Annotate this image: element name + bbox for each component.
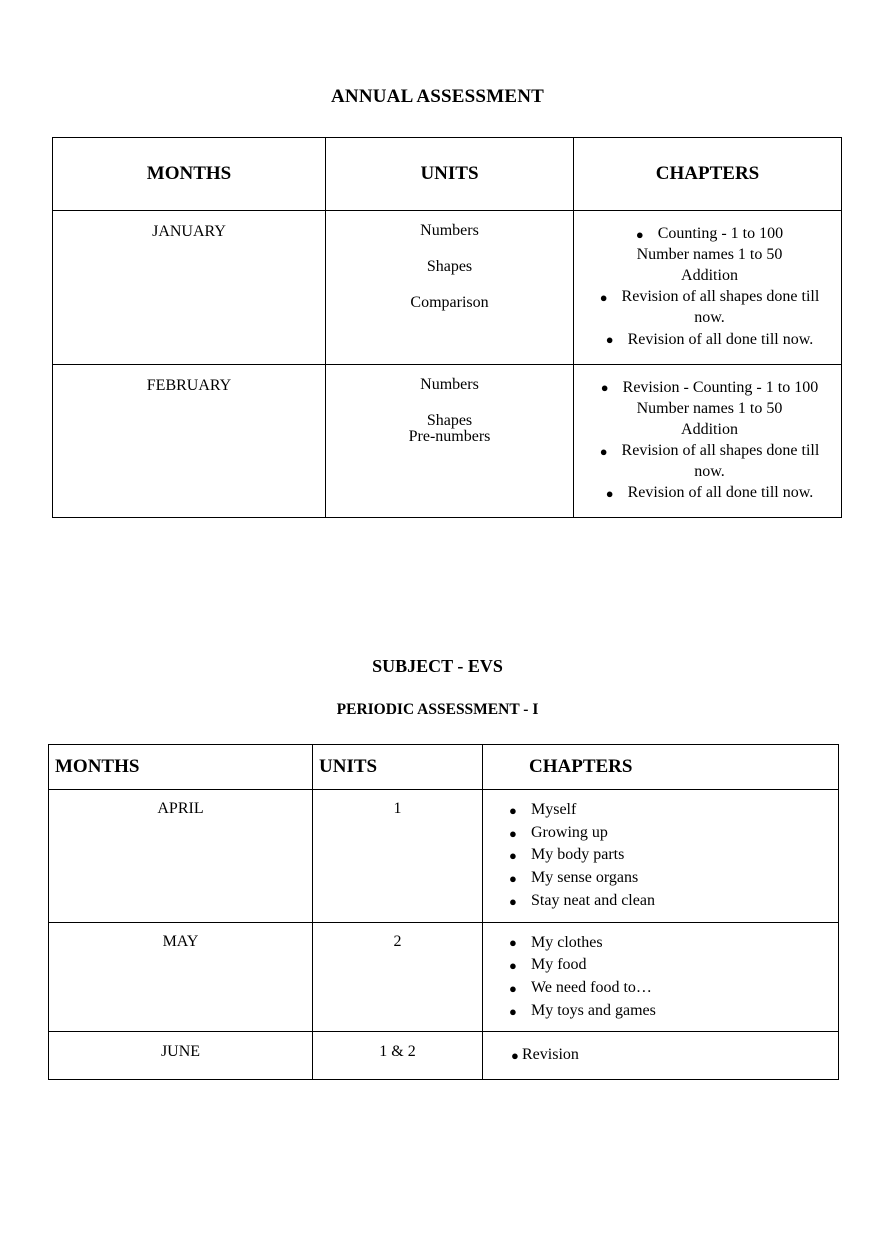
month-cell: APRIL bbox=[49, 790, 313, 923]
unit-item: Shapes bbox=[426, 411, 473, 429]
unit-item: Numbers bbox=[420, 222, 479, 239]
list-item-label: My sense organs bbox=[531, 869, 639, 887]
bullet-icon: ● bbox=[509, 1003, 517, 1019]
list-item-label: My body parts bbox=[531, 846, 625, 864]
list-item bbox=[509, 954, 834, 977]
list-item: Addition bbox=[681, 420, 738, 438]
column-header-chapters: CHAPTERS bbox=[483, 745, 839, 790]
unit-cell: 1 & 2 bbox=[313, 1032, 483, 1080]
list-item bbox=[584, 440, 835, 482]
list-item-label: Revision bbox=[522, 1046, 579, 1064]
list-item: Addition bbox=[681, 267, 738, 285]
list-item-label: We need food to… bbox=[531, 979, 652, 997]
bullet-icon: ● bbox=[599, 290, 608, 306]
bullet-icon: ● bbox=[509, 935, 517, 951]
list-item-label: Revision of all shapes done till now. bbox=[621, 288, 820, 327]
list-item-label: Stay neat and clean bbox=[531, 891, 655, 909]
list-item-label: Myself bbox=[531, 801, 577, 818]
month-cell: MAY bbox=[49, 922, 313, 1032]
bullet-icon: ● bbox=[599, 443, 608, 459]
bullet-icon: ● bbox=[509, 848, 517, 864]
periodic-assessment-heading: PERIODIC ASSESSMENT - I bbox=[336, 701, 539, 718]
table-header-row bbox=[53, 138, 842, 211]
list-item-label: Revision - Counting - 1 to 100 bbox=[622, 378, 819, 396]
bullet-icon: ● bbox=[600, 380, 609, 396]
month-cell: JUNE bbox=[49, 1032, 313, 1080]
list-item bbox=[584, 377, 835, 398]
unit-item: Shapes bbox=[426, 258, 473, 275]
bullet-icon: ● bbox=[511, 1048, 519, 1064]
table-row bbox=[49, 922, 839, 1032]
list-item bbox=[509, 932, 834, 955]
bullet-icon: ● bbox=[509, 893, 517, 909]
units-cell bbox=[326, 364, 574, 518]
month-cell: JANUARY bbox=[53, 211, 326, 365]
column-header-months: MONTHS bbox=[49, 745, 313, 790]
table-row bbox=[49, 790, 839, 923]
list-item bbox=[584, 329, 835, 350]
bullet-icon: ● bbox=[509, 958, 517, 974]
list-item-label: My toys and games bbox=[531, 1001, 656, 1019]
chapters-cell bbox=[483, 1032, 839, 1080]
annual-assessment-table bbox=[52, 137, 842, 518]
chapters-cell bbox=[574, 364, 842, 518]
units-cell bbox=[326, 211, 574, 365]
unit-cell: 2 bbox=[313, 922, 483, 1032]
list-item-label: Counting - 1 to 100 bbox=[657, 225, 784, 242]
table-row bbox=[53, 211, 842, 365]
list-item bbox=[584, 482, 835, 503]
bullet-icon: ● bbox=[509, 870, 517, 886]
list-item-label: Growing up bbox=[531, 823, 608, 841]
evs-assessment-table bbox=[48, 744, 839, 1080]
list-item bbox=[509, 890, 834, 913]
unit-item: Pre-numbers bbox=[408, 427, 491, 445]
chapter-list bbox=[584, 223, 835, 350]
bullet-icon: ● bbox=[605, 332, 614, 348]
list-item-label: Revision of all done till now. bbox=[627, 330, 814, 348]
bullet-icon: ● bbox=[509, 980, 517, 996]
page-title: ANNUAL ASSESSMENT bbox=[331, 86, 544, 107]
chapters-cell bbox=[483, 790, 839, 923]
list-item: Number names 1 to 50 bbox=[636, 246, 783, 264]
unit-item: Comparison bbox=[410, 294, 489, 311]
table-row bbox=[53, 364, 842, 518]
list-item-label: My food bbox=[531, 956, 587, 974]
chapter-list bbox=[509, 932, 834, 1023]
list-item-label: Revision of all done till now. bbox=[627, 484, 814, 502]
bullet-icon: ● bbox=[605, 486, 614, 502]
list-item bbox=[509, 844, 834, 867]
table-header-row bbox=[49, 745, 839, 790]
unit-item: Numbers bbox=[420, 375, 479, 393]
column-header-units: UNITS bbox=[313, 745, 483, 790]
list-item bbox=[509, 1000, 834, 1023]
bullet-icon: ● bbox=[509, 825, 517, 841]
list-item-label: My clothes bbox=[531, 933, 603, 951]
column-header-units: UNITS bbox=[326, 138, 574, 211]
subject-heading: SUBJECT - EVS bbox=[372, 656, 503, 676]
list-item bbox=[509, 799, 834, 822]
list-item: Number names 1 to 50 bbox=[636, 399, 783, 417]
unit-cell: 1 bbox=[313, 790, 483, 923]
chapters-cell bbox=[483, 922, 839, 1032]
chapter-list bbox=[584, 377, 835, 504]
list-item bbox=[511, 1044, 834, 1067]
list-item-label: Revision of all shapes done till now. bbox=[621, 441, 820, 481]
list-item bbox=[509, 867, 834, 890]
chapters-cell bbox=[574, 211, 842, 365]
chapter-list bbox=[509, 799, 834, 913]
list-item bbox=[584, 223, 835, 244]
list-item bbox=[584, 286, 835, 328]
bullet-icon: ● bbox=[635, 226, 644, 242]
column-header-months: MONTHS bbox=[53, 138, 326, 211]
table-row bbox=[49, 1032, 839, 1080]
list-item bbox=[509, 977, 834, 1000]
column-header-chapters: CHAPTERS bbox=[574, 138, 842, 211]
list-item bbox=[509, 822, 834, 845]
bullet-icon: ● bbox=[509, 802, 517, 818]
chapter-list bbox=[511, 1044, 834, 1067]
month-cell: FEBRUARY bbox=[53, 364, 326, 518]
